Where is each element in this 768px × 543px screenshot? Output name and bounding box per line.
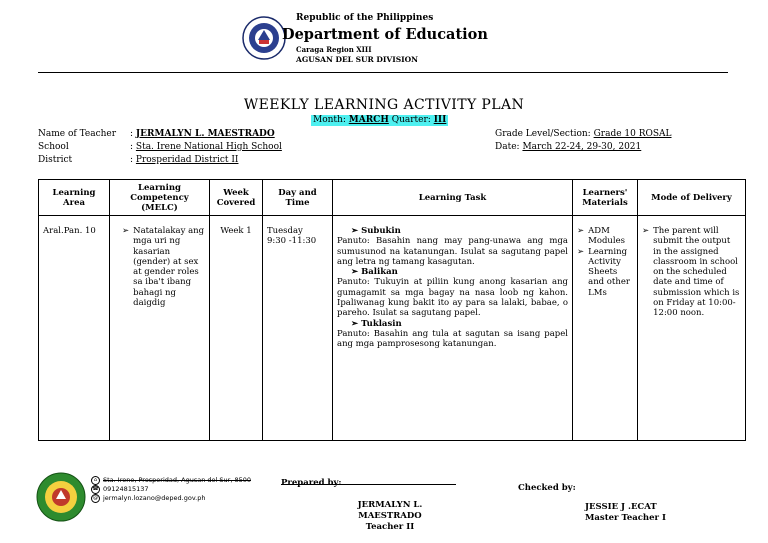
arrow-bullet-icon: ➢: [351, 226, 362, 236]
checker-title: Master Teacher I: [585, 513, 666, 523]
header-delivery: Mode of Delivery: [638, 180, 746, 216]
arrow-bullet-icon: ➢: [122, 226, 130, 236]
month-value: MARCH: [348, 115, 389, 125]
republic-text: Republic of the Philippines: [296, 13, 434, 23]
cell-competency: [110, 216, 210, 441]
arrow-bullet-icon: ➢: [577, 226, 585, 236]
header-learning-area: Learning Area: [39, 180, 110, 216]
cell-day-time: [263, 216, 333, 441]
cell-materials: [573, 216, 638, 441]
phone-text: 09124815137: [103, 485, 149, 493]
time-text: 9:30 -11:30: [267, 236, 317, 247]
location-icon: ⌂: [91, 476, 100, 485]
preparer-name: JERMALYN L. MAESTRADO: [357, 500, 423, 521]
district-value: Prosperidad District II: [135, 155, 239, 165]
preparer-signature: [325, 500, 455, 533]
task-tuklasin-title: ➢ Tuklasin: [351, 318, 402, 329]
quarter-value: III: [433, 115, 447, 125]
header-day-time: Day and Time: [263, 180, 333, 216]
task-tuklasin-text: Panuto: Basahin ang tula at sagutan sa isang papel ang mga pamprosesong katanungan.: [337, 328, 568, 350]
day-text: Tuesday: [267, 226, 303, 236]
task-balikan-text: Panuto: Tukuyin at piliin kung anong kasarian ang gumagamit sa mga bagay na nasa loob ng kahon. Ipaliwanag kung bakit ito ay para sa lalaki, babae, o pareho. Isulat sa sagutang papel.: [337, 277, 568, 319]
header-materials: Learners' Materials: [573, 180, 638, 216]
checker-signature: [585, 502, 666, 524]
teacher-value: JERMALYN L. MAESTRADO: [135, 129, 275, 139]
header-learning-task: Learning Task: [333, 180, 573, 216]
department-title: Department of Education: [282, 26, 488, 43]
school-label: School: [38, 142, 69, 152]
school-row: : Sta. Irene National High School: [130, 142, 282, 152]
region-text: Caraga Region XIII: [296, 45, 372, 54]
month-label: Month:: [313, 115, 349, 125]
signature-line: [281, 484, 456, 485]
arrow-bullet-icon: ➢: [351, 267, 362, 278]
arrow-bullet-icon: ➢: [577, 246, 585, 257]
arrow-bullet-icon: ➢: [642, 226, 650, 236]
grade-row: [495, 128, 672, 140]
header-divider: [38, 72, 728, 73]
task-subukin-title: ➢ Subukin: [351, 226, 401, 236]
cell-learning-area: Aral.Pan. 10: [39, 216, 110, 441]
header-week: Week Covered: [210, 180, 263, 216]
quarter-label: Quarter:: [388, 115, 434, 125]
school-value: Sta. Irene National High School: [135, 142, 282, 152]
district-label: District: [38, 155, 73, 165]
checked-by-label: Checked by:: [518, 483, 576, 493]
district-row: : Prosperidad District II: [130, 155, 239, 165]
cell-learning-task: [333, 216, 573, 441]
deped-seal-logo: [242, 16, 286, 60]
competency-text: Natatalakay ang mga uri ng kasarian (gender) at sex at gender roles sa iba't ibang bahagi ng daigdig: [133, 226, 205, 309]
checker-name: JESSIE J .ECAT: [585, 502, 657, 512]
preparer-title: Teacher II: [365, 522, 415, 532]
table-row: [39, 216, 746, 441]
task-balikan-title: ➢ Balikan: [351, 267, 398, 278]
division-text: AGUSAN DEL SUR DIVISION: [296, 55, 419, 64]
month-quarter-line: [311, 115, 448, 126]
teacher-label: Name of Teacher: [38, 129, 117, 139]
cell-delivery: [638, 216, 746, 441]
address-text: Sta. Irene, Prosperidad, Agusan del Sur, 8500: [103, 476, 251, 484]
header-competency: Learning Competency (MELC): [110, 180, 210, 216]
date-value: March 22-24, 29-30, 2021: [522, 142, 642, 152]
activity-plan-table: [38, 179, 746, 441]
document-title: WEEKLY LEARNING ACTIVITY PLAN: [243, 97, 525, 113]
contact-block: [91, 476, 251, 503]
teacher-row: : JERMALYN L. MAESTRADO: [130, 129, 275, 139]
material-item: ➢ ADM Modules: [577, 226, 625, 247]
prepared-by-label: Prepared by:: [281, 478, 342, 488]
arrow-bullet-icon: ➢: [351, 318, 362, 329]
material-item: ➢ Learning Activity Sheets and other LMs: [577, 246, 630, 298]
phone-icon: ☎: [92, 486, 99, 492]
date-row: [495, 141, 641, 153]
cell-week: Week 1: [210, 216, 263, 441]
task-subukin-text: Panuto: Basahin nang may pang-unawa ang mga sumusunod na katanungan. Isulat sa sagutang papel ang letra ng tamang kasagutan.: [337, 236, 568, 267]
grade-value: Grade 10 ROSAL: [593, 129, 672, 139]
email-icon: @: [93, 495, 98, 501]
delivery-text: The parent will submit the output in the assigned classroom in school on the scheduled date and time of submission which is on Friday at 10:00-12:00 noon.: [653, 226, 740, 319]
grade-label: Grade Level/Section:: [495, 129, 591, 139]
date-label: Date:: [495, 142, 520, 152]
email-link[interactable]: jermalyn.lozano@deped.gov.ph: [103, 494, 206, 502]
table-header-row: [39, 180, 746, 216]
school-seal-logo: [36, 472, 86, 522]
